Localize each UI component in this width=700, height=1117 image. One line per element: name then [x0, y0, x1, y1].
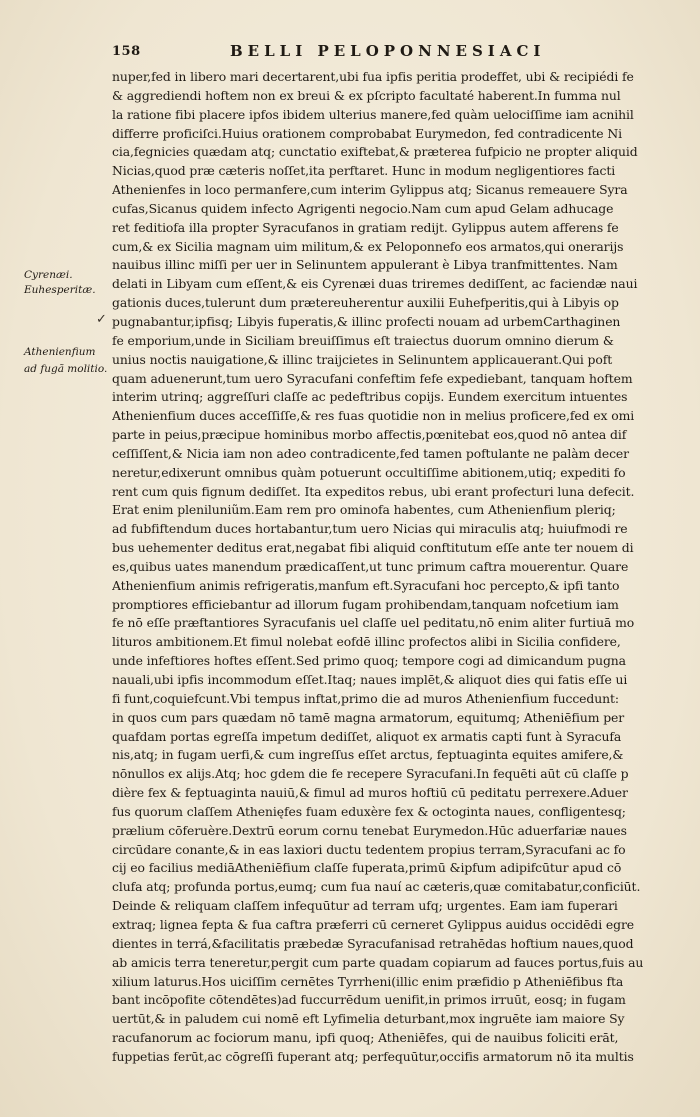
- text-line: unde infeftiores hoftes eſſent.Sed primo quoq; tempore cogi ad dimicandum pugna: [112, 653, 626, 669]
- text-line: clufa atq; profunda portus,eumq; cum fua nauí ac cæteris,quæ comitabatur,conficiūt.: [112, 879, 641, 895]
- text-line: ab amicis terra teneretur,pergit cum parte quadam copiarum ad fauces portus,fuis au: [112, 954, 644, 970]
- text-line: cufas,Sicanus quidem infecto Agrigenti negocio.Nam cum apud Gelam adhucage: [112, 200, 614, 216]
- margin-note: Cyrenæi.: [24, 269, 73, 281]
- margin-note: Athenienfium: [24, 346, 96, 358]
- text-line: unius noctis nauigatione,& illinc traijcietes in Selinuntem applicauerant.Qui poft: [112, 351, 613, 367]
- text-line: nauali,ubi ipfis incommodum eſſet.Itaq; naues implēt,& aliquot dies qui fatis eſſe ui: [112, 672, 628, 687]
- margin-mark-icon: ✓: [96, 312, 107, 327]
- text-line: circūdare conante,& in eas laxiori ductu tedentem propius terram,Syracufani ac fo: [112, 841, 626, 857]
- text-line: dière fex & feptuaginta nauiū,& fimul ad muros hoftiū cū peditatu perrexere.Aduer: [112, 785, 628, 801]
- text-line: fus quorum claſſem Athenięfes fuam eduxère fex & octoginta naues, confligentesq;: [112, 803, 626, 819]
- text-line: es,quibus uates manendum prædicaſſent,ut tunc primum caftra mouerentur. Quare: [112, 558, 629, 574]
- text-line: cia,fegnicies quædam atq; cunctatio exiftebat,& præterea fufpicio ne propter aliquid: [112, 144, 638, 160]
- text-line: cum,& ex Sicilia magnam uim militum,& ex Peloponnefo eos armatos,qui onerarijs: [112, 238, 624, 254]
- text-line: ceſſiſſent,& Nicia iam non adeo contradicente,fed tamen poftulante ne palàm decer: [112, 445, 629, 461]
- margin-note: Euhesperitæ.: [24, 284, 96, 296]
- text-line: Nicias,quod præ cæteris noſſet,ita perftaret. Hunc in modum negligentiores facti: [112, 163, 616, 179]
- text-line: & aggrediendi hoftem non ex breui & ex pſcripto facultaté haberent.In fumma nul: [112, 87, 621, 103]
- text-line: neretur,edixerunt omnibus quàm potuerunt occultiſſime abitionem,utiq; expediti fo: [112, 464, 626, 480]
- text-line: promptiores efficiebantur ad illorum fugam prohibendam,tanquam nofcetium iam: [112, 596, 619, 612]
- text-line: nis,atq; in fugam uerfi,& cum ingreſſus eſſet arctus, feptuaginta equites amifere,&: [112, 747, 624, 763]
- text-line: bus uehementer deditus erat,negabat fibi aliquid conftitutum eſſe ante ter nouem di: [112, 540, 634, 556]
- text-line: fi funt,coquiefcunt.Vbi tempus inftat,primo die ad muros Athenienfium fuccedunt:: [112, 690, 619, 706]
- text-line: la ratione fibi placere ipfos ibidem ulterius manere,fed quàm uelociſſime iam acnihil: [112, 106, 634, 122]
- text-line: fe nō eſſe præftantiores Syracufanis uel claſſe uel peditatu,nō enim aliter furtiuā mo: [112, 615, 635, 631]
- running-title: BELLI PELOPONNESIACI: [230, 42, 546, 60]
- text-line: fuppetias ferūt,ac cōgreſſi fuperant atq; perfequūtur,occifis armatorum nō ita multis: [112, 1048, 634, 1064]
- text-line: racufanorum ac fociorum manu, ipfi quoq; Atheniēfes, qui de nauibus foliciti erāt,: [112, 1030, 619, 1046]
- text-line: nauibus illinc miſſi per uer in Selinuntem appulerant è Libya tranfmittentes. Nam: [112, 257, 618, 273]
- text-line: quam aduenerunt,tum uero Syracufani confeftim fefe expediebant, tanquam hoftem: [112, 370, 633, 386]
- text-line: Athenienfium animis refrigeratis,manfum eft.Syracufani hoc percepto,& ipfi tanto: [112, 577, 620, 593]
- text-line: in quos cum pars quædam nō tamē magna armatorum, equitumq; Atheniēfium per: [112, 709, 625, 725]
- text-line: nōnullos ex alijs.Atq; hoc gdem die fe recepere Syracufani.In fequēti aūt cū claſſe p: [112, 766, 629, 782]
- text-line: parte in peius,præcipue hominibus morbo affectis,pœnitebat eos,quod nō antea dif: [112, 427, 627, 443]
- text-line: rent cum quis fignum dediſſet. Ita expeditos rebus, ubi erant profecturi luna defecit.: [112, 483, 635, 499]
- text-line: delati in Libyam cum eſſent,& eis Cyrenæi duas triremes dediſſent, ac faciendæ naui: [112, 276, 638, 292]
- text-line: prælium cōferuère.Dextrū eorum cornu tenebat Eurymedon.Hūc aduerfariæ naues: [112, 822, 627, 838]
- text-line: extraq; lignea fepta & fua caftra præferri cū cerneret Gylippus auidus occidēdi egre: [112, 916, 635, 932]
- text-line: Deinde & reliquam claſſem infequūtur ad terram ufq; urgentes. Eam iam fuperari: [112, 898, 618, 914]
- text-line: gationis duces,tulerunt dum prætereuherentur auxilii Euhefperitis,qui à Libyis op: [112, 295, 619, 311]
- page-number: 158: [112, 44, 141, 59]
- text-line: uertūt,& in paludem cui nomē eft Lyfimelia deturbant,mox ingruēte iam maiore Sy: [112, 1011, 625, 1027]
- text-line: dientes in terrá,&facilitatis præbedæ Syracufanisad retrahēdas hoftium naues,quod: [112, 935, 634, 951]
- text-line: pugnabantur,ipfisq; Libyis fuperatis,& illinc profecti nouam ad urbemCarthaginen: [112, 313, 621, 329]
- text-line: cij eo facilius mediāAtheniēfium claſſe fuperata,primū &ipfum adipifcūtur apud cō: [112, 860, 622, 876]
- text-line: fe emporium,unde in Siciliam breuiſſimus eſt traiectus duorum omnino dierum &: [112, 332, 614, 348]
- text-line: Erat enim pleniluniũm.Eam rem pro ominofa habentes, cum Athenienfium pleriq;: [112, 502, 616, 518]
- text-line: ret feditiofa illa propter Syracufanos in gratiam redijt. Gylippus autem afferens fe: [112, 219, 619, 235]
- text-line: quafdam portas egreſſa impetum dediſſet, aliquot ex armatis capti funt à Syracufa: [112, 728, 622, 744]
- text-line: xilium laturus.Hos uiciſſim cernētes Tyrrheni(illic enim præfidio p Atheniēfibus fta: [112, 973, 624, 989]
- text-line: ad fubfiftendum duces hortabantur,tum uero Nicias qui miraculis atq; huiufmodi re: [112, 521, 628, 537]
- text-line: Athenienfium duces acceſſiſſe,& res fuas quotidie non in melius proficere,fed ex omi: [112, 408, 635, 424]
- body-text: [112, 68, 672, 1067]
- text-line: lituros ambitionem.Et fimul nolebat eofdē illinc profectos alibi in Sicilia confidere,: [112, 634, 621, 650]
- text-line: Athenienfes in loco permanfere,cum interim Gylippus atq; Sicanus remeauere Syra: [112, 182, 628, 198]
- text-line: bant incōpofite cōtendētes)ad fuccurrēdum uenifit,in primos irruūt, eosq; in fugam: [112, 992, 626, 1008]
- text-line: interim utrinq; aggreſſuri claſſe ac pedeftribus copijs. Eundem exercitum intuentes: [112, 389, 628, 405]
- text-line: differre proficiſci.Huius orationem comprobabat Eurymedon, fed contradicente Ni: [112, 125, 622, 141]
- margin-note: ad fugã molitio.: [24, 363, 108, 375]
- text-line: nuper,fed in libero mari decertarent,ubi fua ipfis peritia prodeffet, ubi & recipiédi fe: [112, 69, 634, 84]
